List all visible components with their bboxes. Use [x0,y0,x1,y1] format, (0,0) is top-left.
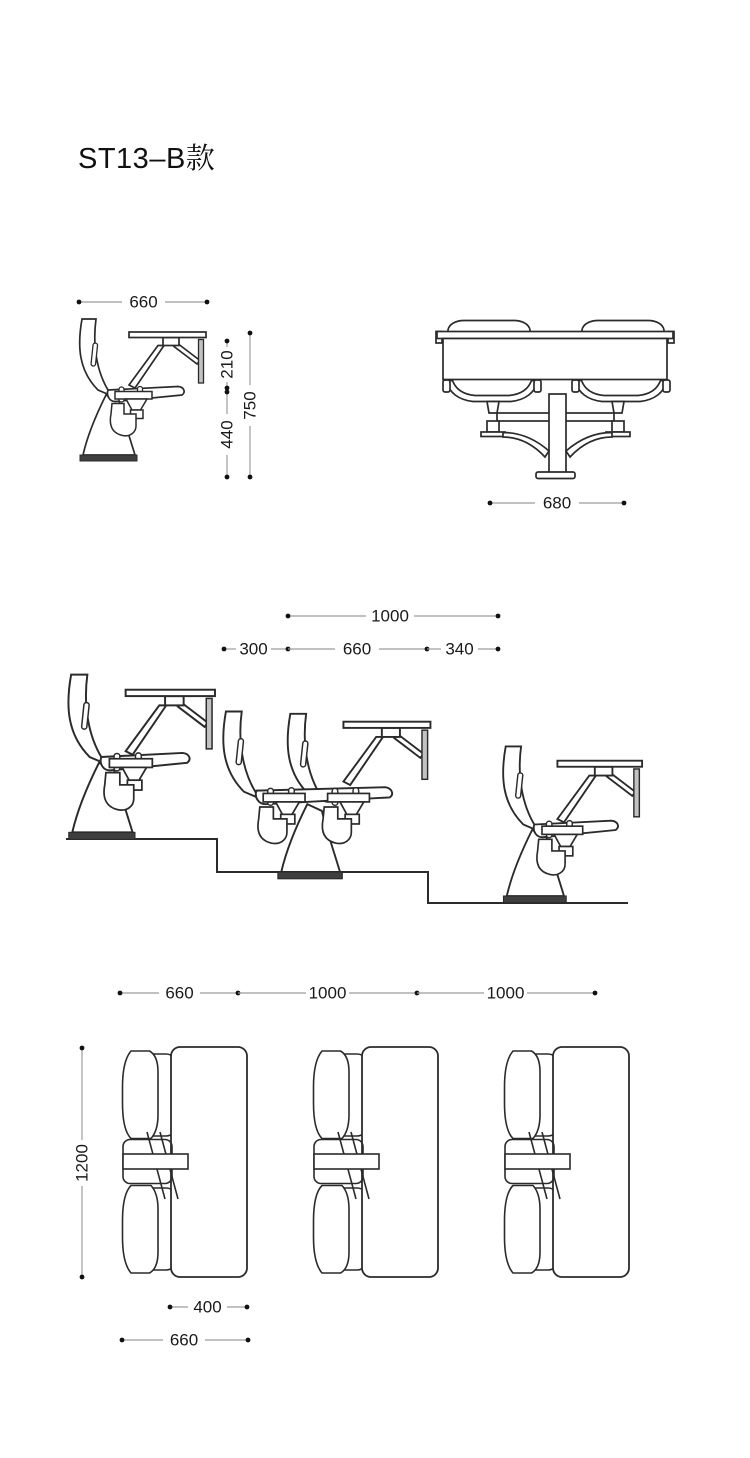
dim-plan-spacing-2 [417,984,597,1003]
dim-label-plan-spacing-2: 1000 [486,983,525,1003]
dim-label-back-clearance: 300 [239,639,268,659]
dim-total-height [241,331,260,480]
row2-double-chair [223,712,430,879]
dim-unit-depth [288,640,429,659]
desk-apron [443,339,667,380]
plan-unit-3 [505,1047,630,1277]
dim-label-tablet-to-seat: 210 [217,350,237,379]
left-pan-cap-b [534,380,541,392]
left-seat-pan [446,381,538,402]
plan-unit-2 [314,1047,439,1277]
stepped-rows-view [66,607,642,904]
dim-label-front-clearance: 340 [445,639,474,659]
center-column [549,394,566,473]
side-elevation-view [77,293,260,480]
dim-plan-row-length [73,1046,92,1280]
dim-plan-total-depth [120,1331,251,1350]
row3-chair [503,746,642,902]
right-pan-cap-a [572,380,579,392]
dim-label-plan-desk-depth: 400 [193,1297,222,1317]
dim-side-width [77,293,210,312]
dim-front-base-width [488,494,627,513]
dim-back-clearance [222,640,291,659]
left-pan-cap-a [443,380,450,392]
desk-top [437,332,673,339]
row1-chair [68,675,215,840]
dim-front-clearance [427,640,500,659]
dim-label-unit-depth: 660 [342,639,372,659]
dim-label-row-pitch: 1000 [371,606,409,626]
chair-side-drawing [80,319,206,461]
right-seat-pan [575,381,667,402]
dim-row-pitch [286,607,501,626]
right-gusset [566,433,612,458]
dim-label-front-base-width: 680 [542,493,572,513]
dim-plan-spacing-1 [238,984,419,1003]
left-gusset [503,433,549,458]
page-title: ST13–B款 [78,143,216,175]
dim-label-side-width: 660 [129,292,158,312]
left-leg [487,421,499,432]
front-elevation-view [436,321,674,513]
dim-plan-unit-width [118,984,241,1003]
dim-label-total-height: 750 [240,391,260,420]
base-plate [536,472,575,479]
plan-view [73,984,630,1350]
dim-label-plan-row-length: 1200 [72,1144,92,1182]
dim-label-plan-unit-width: 660 [165,983,194,1003]
dim-tablet-to-seat [218,339,237,391]
dim-label-seat-height: 440 [217,420,237,449]
left-foot [481,432,505,437]
right-leg [612,421,624,432]
right-pan-cap-b [663,380,670,392]
left-support [487,402,499,414]
plan-unit-1 [123,1047,248,1277]
dim-label-plan-spacing-1: 1000 [308,983,347,1003]
dim-label-plan-total-depth: 660 [169,1330,199,1350]
dim-seat-height [218,390,237,480]
right-support [612,402,624,414]
dim-plan-desk-depth [168,1298,250,1317]
